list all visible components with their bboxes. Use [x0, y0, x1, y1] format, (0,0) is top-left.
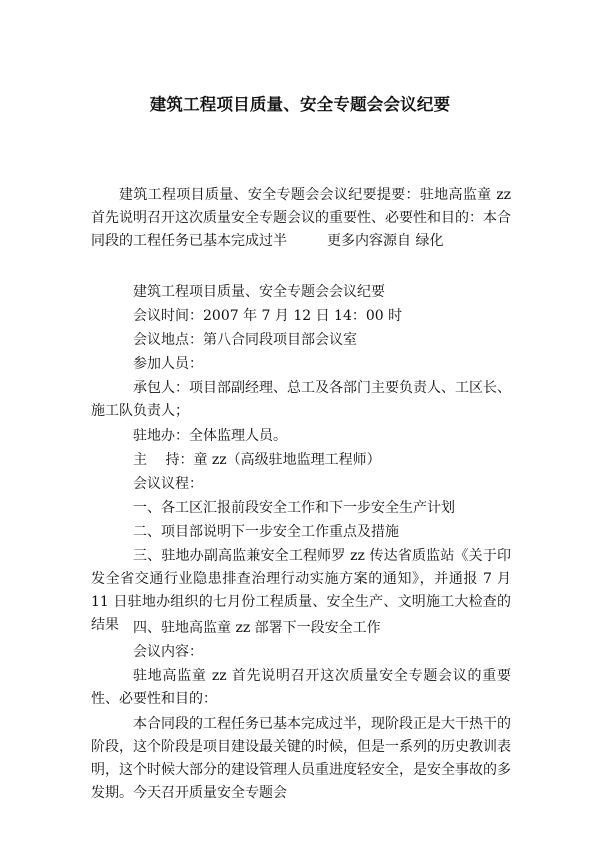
agenda-item: 三、驻地办副高监兼安全工程师罗 zz 传达省质监站《关于印发全省交通行业隐患排查治理行动实施方案的通知》，并通报 7 月 11 日驻地办组织的七月份工程质量、安全生产、文明施工大检查的结果 [91, 548, 511, 633]
content-paragraph: 本合同段的工程任务已基本完成过半，现阶段正是大干热干的阶段，这个阶段是项目建设最关键的时候，但是一系列的历史教训表明，这个时候大部分的建设管理人员重进度轻安全，是安全事故的多发期。今天召开质量安全专题会 [91, 716, 511, 801]
document-title: 建筑工程项目质量、安全专题会会议纪要 [149, 95, 451, 114]
meeting-location: 会议地点：第八合同段项目部会议室 [133, 332, 357, 348]
content-label: 会议内容： [133, 644, 203, 660]
attendees-label: 参加人员： [133, 356, 203, 372]
agenda-item: 二、项目部说明下一步安全工作重点及措施 [133, 524, 399, 540]
agenda-item: 四、驻地高监童 zz 部署下一段安全工作 [133, 620, 381, 636]
content-paragraph: 驻地高监童 zz 首先说明召开这次质量安全专题会议的重要性、必要性和目的： [91, 668, 511, 707]
meeting-chair: 主 持：童 zz（高级驻地监理工程师） [133, 452, 381, 468]
summary-paragraph [91, 184, 511, 253]
summary-text: 建筑工程项目质量、安全专题会会议纪要提要：驻地高监童 zz 首先说明召开这次质量安全专题会议的重要性、必要性和目的：本合同段的工程任务已基本完成过半 [91, 187, 511, 249]
attendees-resident-office: 驻地办：全体监理人员。 [133, 428, 287, 444]
agenda-label: 会议议程： [133, 476, 203, 492]
attendees-contractor: 承包人：项目部副经理、总工及各部门主要负责人、工区长、施工队负责人； [91, 380, 511, 419]
agenda-item: 一、各工区汇报前段安全工作和下一步安全生产计划 [133, 500, 455, 516]
summary-source-note: 更多内容源自 绿化 [327, 233, 444, 249]
meeting-time: 会议时间：2007 年 7 月 12 日 14：00 时 [133, 308, 403, 324]
minutes-heading: 建筑工程项目质量、安全专题会会议纪要 [133, 284, 385, 300]
